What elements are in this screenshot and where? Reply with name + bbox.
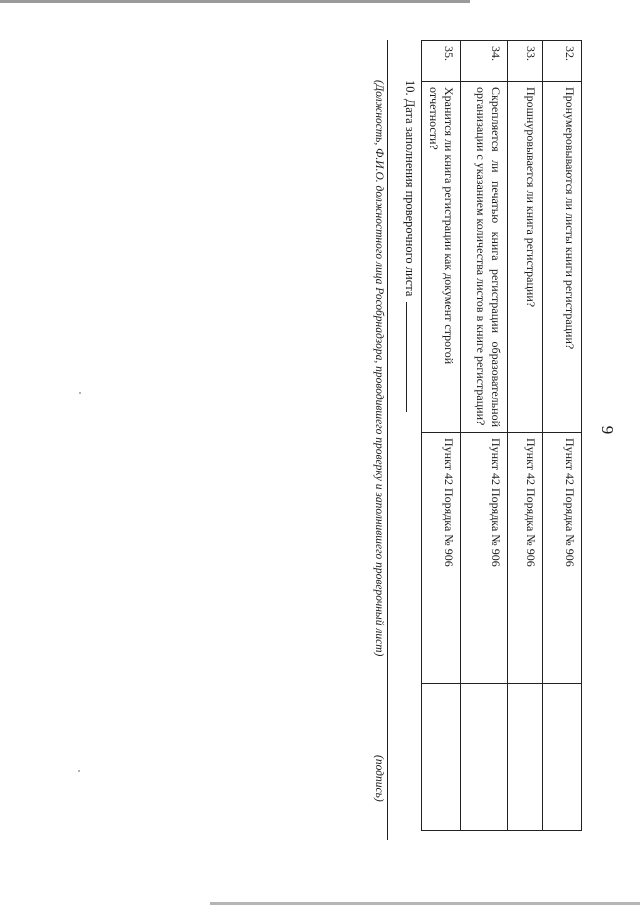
legal-reference: Пункт 42 Порядка № 906 (508, 433, 543, 684)
question-text: Хранится ли книга регистрации как документ строгой отчетности? (422, 82, 461, 433)
answer-cell (508, 684, 543, 831)
checklist-table (421, 40, 582, 831)
position-caption: (Должность, Ф.И.О. должностного лица Рособрнадзора, проводившего проверку и заполнившего проверочный лист) (373, 80, 385, 657)
row-number: 34. (461, 41, 508, 82)
question-text: Скрепляется ли печатью книга регистрации образовательной организации с указанием количества листов в книге регистрации? (461, 82, 508, 433)
page-number: 9 (598, 425, 617, 435)
table-row (422, 41, 461, 831)
scan-edge-top (0, 0, 470, 3)
question-text: Прошнуровывается ли книга регистрации? (508, 82, 543, 433)
legal-reference: Пункт 42 Порядка № 906 (461, 433, 508, 684)
fill-date-blank (406, 302, 417, 412)
question-text: Пронумеровываются ли листы книги регистрации? (543, 82, 582, 433)
answer-cell (543, 684, 582, 831)
rotated-page-content (20, 20, 620, 860)
fill-date-line (402, 80, 417, 412)
fill-date-label: 10. Дата заполнения проверочного листа (403, 80, 417, 297)
table-row (461, 41, 508, 831)
table-row (508, 41, 543, 831)
answer-cell (422, 684, 461, 831)
signature-caption: (подпись) (373, 755, 385, 802)
legal-reference: Пункт 42 Порядка № 906 (422, 433, 461, 684)
row-number: 35. (422, 41, 461, 82)
row-number: 32. (543, 41, 582, 82)
row-number: 33. (508, 41, 543, 82)
signature-line (387, 40, 388, 840)
answer-cell (461, 684, 508, 831)
legal-reference: Пункт 42 Порядка № 906 (543, 433, 582, 684)
table-row (543, 41, 582, 831)
